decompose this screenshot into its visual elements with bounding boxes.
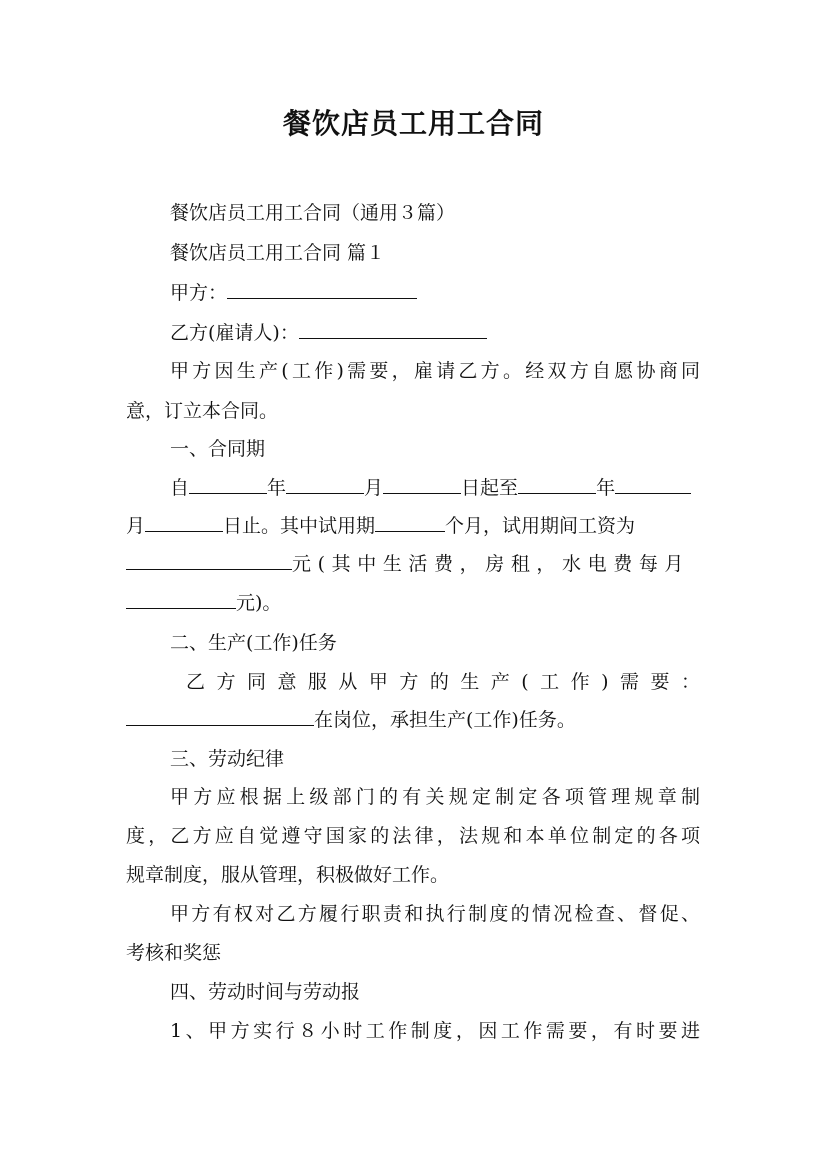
probation-label: 日止。其中试用期 xyxy=(223,515,376,537)
discipline-line-1: 甲方应根据上级部门的有关规定制定各项管理规章制 xyxy=(170,786,700,808)
discipline-line-5: 考核和奖惩 xyxy=(126,942,222,964)
intro-line-2: 意，订立本合同。 xyxy=(126,400,279,422)
discipline-line-3: 规章制度，服从管理，积极做好工作。 xyxy=(126,864,450,886)
party-b-blank xyxy=(299,321,487,339)
start-month-blank xyxy=(286,476,364,494)
month-label: 月 xyxy=(364,477,384,499)
term-line-1 xyxy=(170,473,700,500)
discipline-line-2: 度，乙方应自觉遵守国家的法律，法规和本单位制定的各项 xyxy=(126,825,700,847)
party-a-blank xyxy=(227,281,417,299)
end-day-blank xyxy=(145,514,223,532)
party-a-label: 甲方： xyxy=(170,282,228,304)
discipline-line-4: 甲方有权对乙方履行职责和执行制度的情况检查、督促、 xyxy=(170,903,700,925)
day-to-label: 日起至 xyxy=(461,477,519,499)
task-line-2 xyxy=(126,705,700,732)
end-year-label: 年 xyxy=(596,477,616,499)
section-3-heading: 三、劳动纪律 xyxy=(170,748,285,770)
probation-wage-label: 个月，试用期间工资为 xyxy=(445,515,636,537)
probation-months-blank xyxy=(375,514,445,532)
party-b-line xyxy=(170,318,700,345)
post-blank xyxy=(126,708,314,726)
end-month-label: 月 xyxy=(126,515,146,537)
section-4-heading: 四、劳动时间与劳动报 xyxy=(170,981,361,1003)
end-year-blank xyxy=(518,476,596,494)
wage-blank xyxy=(126,552,292,570)
document-subtitle: 餐饮店员工用工合同（通用３篇） xyxy=(170,202,456,224)
term-line-4 xyxy=(126,588,700,615)
task-line-1: 乙方同意服从甲方的生产(工作)需要： xyxy=(186,671,700,693)
section-2-heading: 二、生产(工作)任务 xyxy=(170,632,337,654)
start-day-blank xyxy=(383,476,461,494)
term-line-2 xyxy=(126,511,700,538)
end-month-blank xyxy=(615,476,691,494)
document-title: 餐饮店员工用工合同 xyxy=(282,107,544,140)
intro-line-1: 甲方因生产(工作)需要，雇请乙方。经双方自愿协商同 xyxy=(170,360,700,382)
start-year-blank xyxy=(189,476,267,494)
living-cost-blank xyxy=(126,591,236,609)
part-heading: 餐饮店员工用工合同 篇１ xyxy=(170,242,386,264)
party-b-label: 乙方(雇请人)： xyxy=(170,322,299,344)
task-line-2-text: 在岗位，承担生产(工作)任务。 xyxy=(314,709,576,731)
term-from-label: 自 xyxy=(170,477,190,499)
working-hours-line-1: 1、甲方实行８小时工作制度，因工作需要，有时要进 xyxy=(170,1020,700,1042)
yuan-end-label: 元)。 xyxy=(236,592,282,614)
party-a-line xyxy=(170,278,700,305)
year-label: 年 xyxy=(267,477,287,499)
section-1-heading: 一、合同期 xyxy=(170,438,266,460)
living-cost-label: 元(其中生活费，房租，水电费每月 xyxy=(292,553,691,575)
term-line-3 xyxy=(126,549,700,576)
